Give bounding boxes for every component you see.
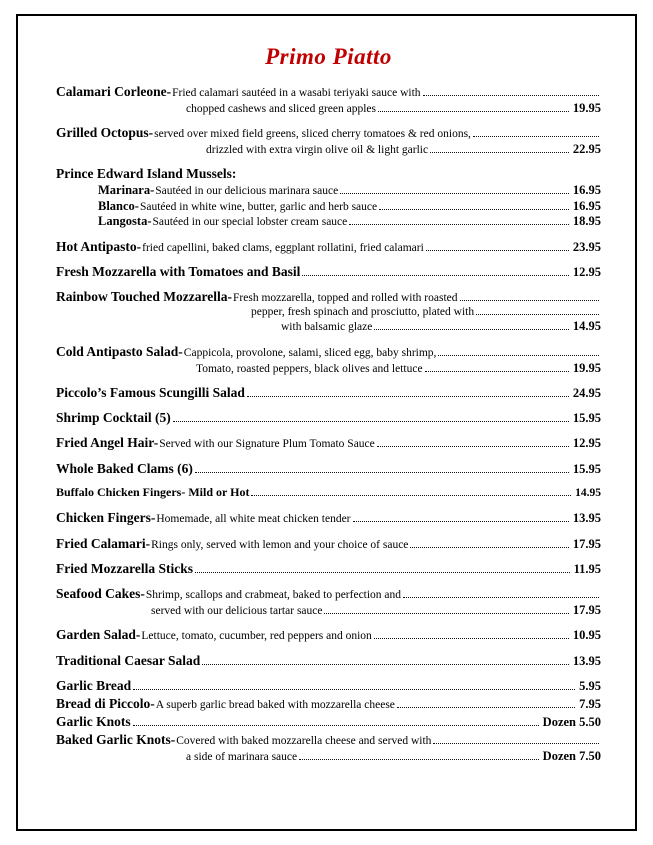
dot-leader [423, 95, 599, 96]
menu-item-name: Fried Calamari- [56, 535, 151, 551]
dot-leader [379, 209, 569, 210]
menu-item-name: Hot Antipasto- [56, 238, 142, 254]
menu-item [56, 714, 601, 730]
menu-item [56, 561, 601, 577]
dot-leader [403, 597, 599, 598]
menu-item-price: 5.95 [579, 678, 601, 693]
menu-item-description: Homemade, all white meat chicken tender [156, 513, 351, 525]
menu-item [56, 410, 601, 426]
dot-leader [133, 725, 539, 726]
menu-item-price: 17.95 [572, 602, 601, 617]
menu-entry [56, 536, 601, 553]
dot-leader [302, 275, 568, 276]
menu-entry [56, 510, 601, 527]
menu-item-description: Shrimp, scallops and crabmeat, baked to perfection and [145, 589, 402, 602]
dot-leader [476, 314, 599, 315]
dot-leader [433, 743, 599, 744]
menu-entry [56, 461, 601, 477]
menu-item-description: Sautéed in our delicious marinara sauce [155, 185, 339, 198]
menu-item-description-continued [56, 306, 601, 320]
menu-item-name: Buffalo Chicken Fingers- Mild or Hot [56, 485, 250, 500]
menu-item [56, 239, 601, 256]
menu-item-name: Blanco- [98, 198, 139, 213]
menu-item-price: 17.95 [572, 536, 601, 551]
menu-item-price: 24.95 [572, 386, 601, 401]
menu-item-description: Served with our Signature Plum Tomato Sauce [159, 437, 375, 450]
menu-item-description-continued [56, 749, 601, 765]
menu-sub-item [98, 183, 601, 199]
menu-item [56, 696, 601, 713]
menu-item-description: A superb garlic bread baked with mozzarella cheese [155, 698, 395, 711]
dot-leader [374, 329, 569, 330]
menu-item-price: 13.95 [572, 511, 601, 525]
menu-item-price: 12.95 [572, 265, 601, 280]
menu-item [56, 344, 601, 361]
menu-item-description-text: served with our delicious tartar sauce [151, 604, 323, 617]
menu-item-description: Fresh mozzarella, topped and rolled with roasted [233, 292, 458, 305]
menu-item-description: Fried calamari sautéed in a wasabi teriyaki sauce with [172, 87, 421, 99]
menu-item-name: Rainbow Touched Mozzarella- [56, 289, 233, 305]
menu-item-description-text: with balsamic glaze [281, 321, 373, 334]
menu-item-name: Garden Salad- [56, 627, 141, 643]
menu-item-name: Langosta- [98, 214, 152, 229]
menu-entry [56, 586, 601, 618]
menu-item-description: Covered with baked mozzarella cheese and served with [176, 735, 432, 748]
dot-leader [397, 707, 575, 708]
menu-sub-item-row [56, 214, 601, 230]
menu-item-price: Dozen 7.50 [542, 748, 601, 763]
dot-leader [353, 521, 569, 522]
menu-entry [56, 435, 601, 452]
menu-entry [56, 653, 601, 669]
menu-item-name: Fried Mozzarella Sticks [56, 561, 193, 577]
menu-item-price: 15.95 [572, 461, 601, 476]
menu-item-description: Lettuce, tomato, cucumber, red peppers and onion [141, 630, 372, 643]
menu-entry [56, 485, 601, 501]
menu-item-price: 18.95 [572, 214, 601, 229]
menu-item-description-continued [56, 361, 601, 377]
menu-item-name: Piccolo’s Famous Scungilli Salad [56, 385, 245, 401]
menu-item-description: Sautéed in white wine, butter, garlic and herb sauce [139, 200, 378, 213]
menu-item-description-text: a side of marinara sauce [186, 750, 298, 763]
menu-sub-item-row [56, 199, 601, 215]
menu-sub-item [98, 214, 601, 230]
dot-leader [377, 446, 569, 447]
menu-item-name: Calamari Corleone- [56, 84, 172, 99]
menu-item [56, 586, 601, 603]
menu-item-price: 14.95 [572, 319, 601, 334]
menu-entry [56, 561, 601, 577]
dot-leader [324, 613, 568, 614]
menu-entry [56, 627, 601, 644]
menu-item-name: Fresh Mozzarella with Tomatoes and Basil [56, 264, 301, 280]
menu-item-description: Cappicola, provolone, salami, sliced egg, baby shrimp, [183, 346, 437, 359]
dot-leader [247, 396, 569, 397]
menu-item-price: 13.95 [572, 653, 601, 668]
dot-leader [195, 472, 569, 473]
menu-entry [56, 289, 601, 335]
menu-item-description-continued [56, 319, 601, 335]
dot-leader [374, 638, 569, 639]
dot-leader [195, 572, 570, 573]
dot-leader [340, 193, 569, 194]
menu-item-price: 19.95 [572, 100, 601, 115]
menu-item [56, 84, 601, 101]
menu-entry [56, 125, 601, 157]
menu-item-name: Garlic Bread [56, 677, 132, 693]
menu-item-name: Seafood Cakes- [56, 586, 145, 602]
menu-item-description-continued [56, 101, 601, 117]
menu-entry [56, 678, 601, 694]
menu-item-name: Fried Angel Hair- [56, 434, 159, 450]
dot-leader [378, 111, 569, 112]
dot-leader [438, 355, 599, 356]
dot-leader [460, 300, 599, 301]
menu-item-price: 16.95 [572, 198, 601, 213]
menu-item-name: Chicken Fingers- [56, 510, 156, 525]
menu-item-description: fried capellini, baked clams, eggplant rollatini, fried calamari [142, 241, 424, 254]
menu-item [56, 536, 601, 553]
menu-item-price: 22.95 [572, 141, 601, 156]
menu-item-name: Whole Baked Clams (6) [56, 460, 193, 476]
menu-entry [56, 410, 601, 426]
dot-leader [425, 371, 569, 372]
menu-item-description-text: chopped cashews and sliced green apples [186, 102, 376, 115]
menu-item-description: Rings only, served with lemon and your choice of sauce [151, 538, 409, 551]
menu-item [56, 627, 601, 644]
menu-item [56, 125, 601, 142]
menu-item-name: Grilled Octopus- [56, 125, 154, 141]
menu-sub-item [98, 199, 601, 215]
menu-item-price: 12.95 [572, 435, 601, 450]
menu-entry [56, 166, 601, 230]
menu-entry [56, 714, 601, 730]
dot-leader [430, 152, 569, 153]
menu-entry [56, 696, 601, 713]
menu-item-price: Dozen 5.50 [542, 715, 601, 730]
menu-sub-item-row [56, 183, 601, 199]
menu-entry [56, 84, 601, 116]
menu-item-name: Shrimp Cocktail (5) [56, 410, 171, 426]
page-title: Primo Piatto [265, 44, 392, 69]
dot-leader [133, 689, 575, 690]
menu-item [56, 732, 601, 749]
menu-entry [56, 239, 601, 256]
menu-item [56, 678, 601, 694]
dot-leader [251, 495, 571, 496]
menu-item-price: 23.95 [572, 239, 601, 254]
dot-leader [410, 547, 568, 548]
menu-item-name: Bread di Piccolo- [56, 695, 155, 711]
menu-item-price: 19.95 [572, 360, 601, 375]
menu-item [56, 385, 601, 401]
menu-entry [56, 732, 601, 764]
menu-item-price: 14.95 [575, 487, 601, 500]
dot-leader [426, 250, 569, 251]
dot-leader [173, 421, 569, 422]
menu-item-description: served over mixed field greens, sliced cherry tomatoes & red onions, [154, 128, 471, 141]
menu-item-price: 7.95 [579, 696, 601, 711]
menu-item-name: Marinara- [98, 183, 155, 198]
menu-item-description-text: Tomato, roasted peppers, black olives and lettuce [196, 362, 423, 375]
menu-item-list [56, 84, 601, 764]
menu-item-description-continued [56, 603, 601, 619]
menu-item [56, 461, 601, 477]
menu-item-name: Garlic Knots [56, 714, 131, 730]
menu-content [16, 14, 637, 783]
menu-item-price: 11.95 [573, 562, 601, 577]
dot-leader [473, 136, 599, 137]
menu-item-price: 16.95 [572, 183, 601, 198]
menu-item-description-text: drizzled with extra virgin olive oil & light garlic [206, 143, 429, 156]
menu-entry [56, 344, 601, 376]
menu-entry [56, 264, 601, 280]
dot-leader [349, 224, 569, 225]
menu-item-name: Baked Garlic Knots- [56, 732, 176, 748]
menu-item [56, 435, 601, 452]
menu-item [56, 510, 601, 527]
menu-item-price: 10.95 [572, 628, 601, 643]
menu-entry [56, 385, 601, 401]
menu-category-heading: Prince Edward Island Mussels: [56, 166, 237, 182]
dot-leader [299, 759, 539, 760]
menu-item [56, 289, 601, 306]
menu-item-name: Cold Antipasto Salad- [56, 343, 183, 359]
menu-item-name: Traditional Caesar Salad [56, 652, 201, 668]
menu-item-description-text: pepper, fresh spinach and prosciutto, plated with [251, 305, 475, 318]
menu-item-description: Sautéed in our special lobster cream sauce [152, 216, 348, 229]
dot-leader [202, 664, 569, 665]
menu-item [56, 653, 601, 669]
menu-item-price: 15.95 [572, 411, 601, 426]
menu-item-description-continued [56, 142, 601, 158]
menu-item [56, 264, 601, 280]
menu-item [56, 485, 601, 501]
